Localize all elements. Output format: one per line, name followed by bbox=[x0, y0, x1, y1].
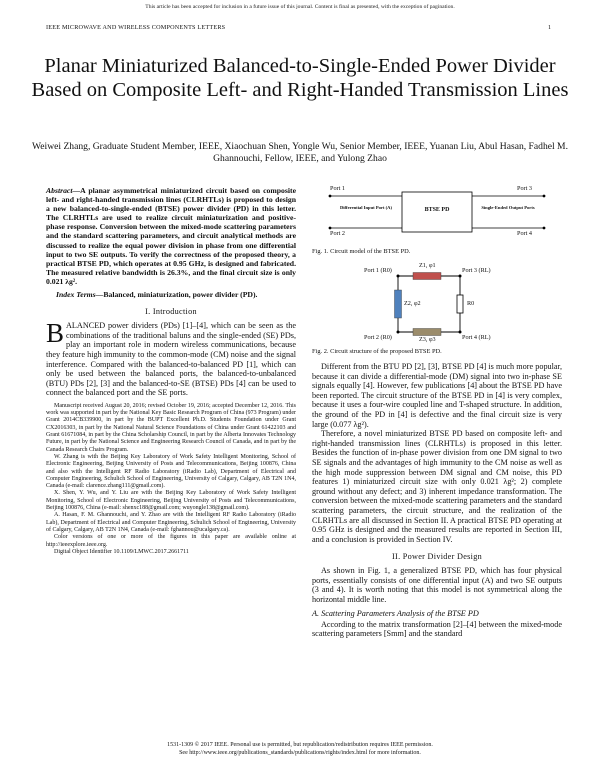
fig2-port1: Port 1 (R0) bbox=[364, 267, 392, 274]
fig1-port1: Port 1 bbox=[330, 185, 345, 192]
fig2-label-z3: Z3, φ3 bbox=[419, 336, 436, 343]
fig1-input-label: Differential Input Port (A) bbox=[339, 205, 393, 210]
fig2-line-z2 bbox=[395, 290, 402, 318]
section-heading-design: II. Power Divider Design bbox=[392, 552, 482, 562]
figure-2-caption: Fig. 2. Circuit structure of the proposed BTSE PD. bbox=[312, 348, 442, 355]
footnote-affiliation-shen: X. Shen, Y. Wu, and Y. Liu are with the Beijing Key Laboratory of Work Safety Intelligent Monitoring, School of Electronic Engineering, Beijing University of Posts and Telecommunications, Beijing 100876, China (e-mail: shenxc188@gmail.com; wuyongle138@gmail.com). bbox=[46, 490, 296, 512]
author-list: Weiwei Zhang, Graduate Student Member, IEEE, Xiaochuan Shen, Yongle Wu, Senior Member, IEEE, Yuanan Liu, Abul Hasan, Fadhel M. Ghannouchi, Fellow, IEEE, and Yulong Zhao bbox=[31, 141, 568, 164]
footnote-affiliation-hasan: A. Hasan, F. M. Ghannouchi, and Y. Zhao are with the Intelligent RF Radio Laboratory (iRadio Lab), Department of Electrical and Computer Engineering, Schulich School of Engineering, University of Calgary, Calgary, AB T2N 1N4, Canada (e-mail: fghannou@ucalgary.ca). bbox=[46, 512, 296, 533]
fig2-port4: Port 4 (RL) bbox=[462, 334, 491, 341]
fig2-resistor bbox=[457, 295, 463, 313]
fig2-port3: Port 3 (RL) bbox=[462, 267, 491, 274]
index-terms bbox=[46, 290, 296, 299]
fig1-port2: Port 2 bbox=[330, 230, 345, 237]
copyright-footer bbox=[0, 742, 600, 757]
footnote-doi: Digital Object Identifier 10.1109/LMWC.2017.2661711 bbox=[54, 548, 189, 555]
acceptance-notice: This article has been accepted for inclusion in a future issue of this journal. Content is final as presented, with the exception of pagination. bbox=[145, 4, 455, 10]
right-paragraph-1: Different from the BTU PD [2], [3], BTSE PD [4] is much more popular, because it can divide a differential-mode (DM) signal into two in-phase SE signals equally [4]. However, few publications [4] about the BTSE PD have been reported. The circuit structure of the BTSE PD in [4] is very complex, because it uses a four-wire coupled line and T-shaped structure. In addition, the ground of the PD in [4] is defective and the final circuit size is very large (0.077 λg²). bbox=[312, 362, 562, 429]
subsection-heading: A. Scattering Parameters Analysis of the BTSE PD bbox=[312, 608, 479, 618]
figure-1 bbox=[312, 186, 562, 248]
index-terms-text: Balanced, miniaturization, power divider (PD). bbox=[103, 290, 258, 300]
figure-2 bbox=[312, 264, 562, 344]
fig2-line-z3 bbox=[413, 329, 441, 336]
paper-title: Planar Miniaturized Balanced-to-Single-Ended Power Divider Based on Composite Left- and Right-Handed Transmission Lines bbox=[31, 55, 569, 101]
fig1-port3: Port 3 bbox=[517, 185, 532, 192]
abstract-text: A planar asymmetrical miniaturized circuit based on composite left- and right-handed transmission lines (CLRHTLs) is proposed to design a new balanced-to-single-ended (BTSE) power divider (PD) in this letter. The CLRHTLs are used to realize circuit miniaturization and positive-phase response. Conversion between the mixed-mode scattering parameters and the standard scattering parameters, and circuit analytical methods are discussed to realize the equal power division in phase from one differential input to two SE outputs. To verify the correctness of the proposed theory, a practical BTSE PD, which operates at 0.95 GHz, is designed and fabricated. The measured relative bandwidth is 26.3%, and the final circuit size is only 0.021 λg². bbox=[46, 186, 296, 286]
left-column bbox=[46, 186, 296, 556]
footnotes bbox=[46, 403, 296, 556]
figure-1-caption: Fig. 1. Circuit model of the BTSE PD. bbox=[312, 248, 411, 255]
footnote-color: Color versions of one or more of the figures in this paper are available online at http://ieeexplore.ieee.org. bbox=[46, 534, 296, 548]
journal-name: IEEE MICROWAVE AND WIRELESS COMPONENTS LETTERS bbox=[46, 24, 226, 31]
fig1-output-label: Single-Ended Output Ports bbox=[481, 205, 535, 210]
footnote-funding: Manuscript received August 20, 2016; revised October 19, 2016; accepted December 12, 2016. This work was supported in part by the National Key Basic Research Program of China (973 Program) under Grant 2014CB339900, in part by the BUPT Excellent Ph.D. Students Foundation under Grant CX2016303, in part by the National Natural Science Foundations of China under Grant 61422103 and Grant 61671084, in part by the China Scholarship Council, in part by the Alberta Innovates Technology Future, in part by the National Science and Engineering Research Council of Canada, and in part by the Canada Research Chairs Program. bbox=[46, 402, 296, 453]
fig2-port2: Port 2 (R0) bbox=[364, 334, 392, 341]
right-column bbox=[312, 186, 562, 639]
page-number: 1 bbox=[548, 24, 552, 31]
footnote-affiliation-zhang: W. Zhang is with the Beijing Key Laboratory of Work Safety Intelligent Monitoring, School of Electronic Engineering, Beijing University of Posts and Telecommunications, Beijing 100876, China and also with the Intelligent RF Radio Laboratory (iRadio Lab), Department of Electrical and Computer Engineering, Schulich School of Engineering, University of Calgary, Calgary, AB T2N 1N4, Canada (e-mail: clarence.zhang111@gmail.com). bbox=[46, 453, 296, 490]
introduction-text: ALANCED power dividers (PDs) [1]–[4], which can be seen as the combinations of the traditional baluns and the single-ended (SE) PDs, play an important role in modern wireless communications, because they feature high immunity to the common-mode (CM) noise and the signal interference. Compared with the balanced-to-balanced PD [1], which can only be used between the balanced ports, the balanced-to-unbalanced (BTU) PDs [2], [3] and the balanced-to-SE (BTSE) PDs [4] can be used to connect the balanced port and the SE ports. bbox=[46, 321, 296, 398]
subsection-paragraph: According to the matrix transformation [2]–[4] between the mixed-mode scattering parameters [Smm] and the standard bbox=[312, 619, 562, 639]
introduction-paragraph bbox=[46, 318, 296, 398]
fig2-label-z1: Z1, φ1 bbox=[419, 262, 436, 269]
fig2-line-z1 bbox=[413, 273, 441, 280]
copyright-line-1: 1531-1309 © 2017 IEEE. Personal use is permitted, but republication/redistribution requires IEEE permission. bbox=[167, 742, 433, 748]
section2-paragraph: As shown in Fig. 1, a generalized BTSE PD, which has four physical ports, essentially consists of one differential input (A) and two SE outputs (3 and 4). It is worth noting that this model is not symmetrical along the horizontal middle line. bbox=[312, 566, 562, 605]
abstract-lead: Abstract— bbox=[46, 186, 81, 195]
section-heading-introduction: I. Introduction bbox=[145, 307, 197, 317]
abstract bbox=[46, 186, 296, 286]
fig1-port4: Port 4 bbox=[517, 230, 532, 237]
drop-cap: B bbox=[46, 318, 65, 349]
fig1-block-label: BTSE PD bbox=[424, 207, 450, 213]
figure-2-diagram bbox=[312, 264, 562, 344]
fig2-label-z2: Z2, φ2 bbox=[404, 300, 421, 307]
index-terms-lead: Index Terms— bbox=[56, 290, 104, 300]
fig2-label-r0: R0 bbox=[467, 300, 475, 307]
right-paragraph-2: Therefore, a novel miniaturized BTSE PD based on composite left- and right-handed transmission lines (CLRHTLs) is proposed in this letter. Besides the function of in-phase power division from one DM signal to two SE signals and the advantages of high immunity to the CM noise as well as the high mode suppression between DM signal and CM noise, this PD features 1) miniaturized circuit size with only 0.021 λg²; 2) complete ground without any defect; and 3) inherent impedance transformation. The conversion between the mixed-mode scattering parameters and the standard scattering parameters, the circuit structure, and the realization of the CLRHTLs are all discussed in Section II. A practical BTSE PD operating at 0.95 GHz is designed and the measured results are reported in Section III, and a conclusion is provided in Section IV. bbox=[312, 429, 562, 544]
copyright-line-2: See http://www.ieee.org/publications_standards/publications/rights/index.html for more information. bbox=[179, 749, 421, 756]
